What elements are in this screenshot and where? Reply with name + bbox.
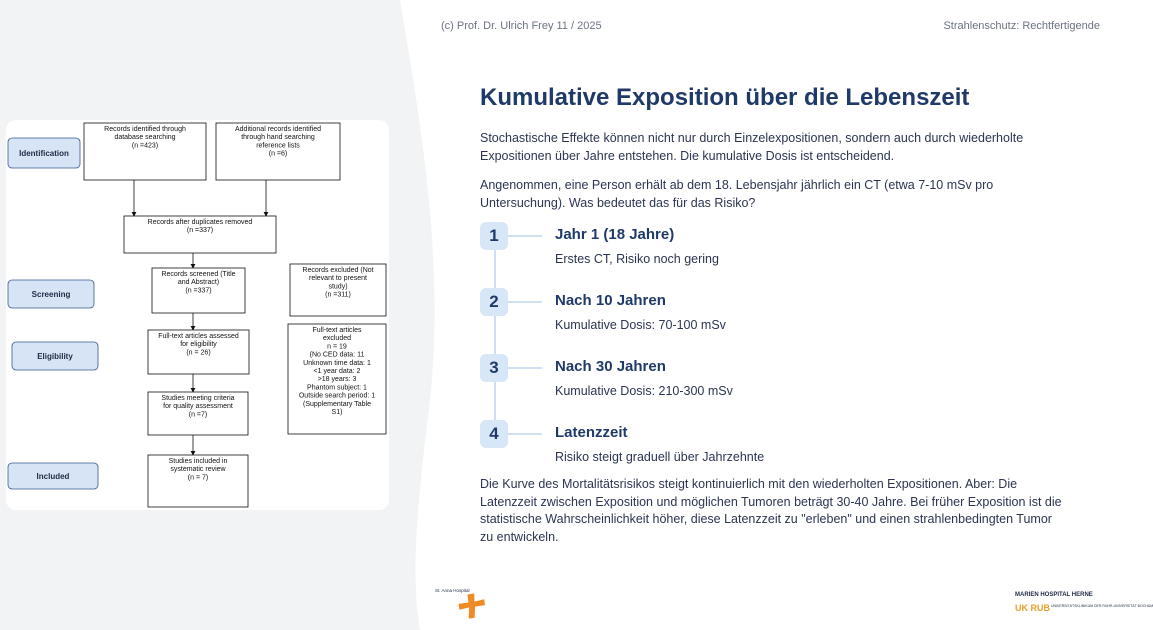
ukrub-logo-text: UK RUB — [1015, 603, 1050, 613]
step-title: Nach 10 Jahren — [555, 292, 666, 309]
flow-box-text: (n =337) — [186, 227, 214, 235]
flow-box-text: (Supplementary Table — [303, 400, 371, 408]
flow-box-text: Records screened (Title — [161, 271, 236, 278]
flow-box-text: systematic review — [170, 466, 226, 474]
step-number-badge: 1 — [480, 222, 508, 250]
timeline-steps — [480, 218, 1060, 468]
header-copyright: (c) Prof. Dr. Ulrich Frey 11 / 2025 — [441, 20, 602, 32]
step-description: Risiko steigt graduell über Jahrzehnte — [555, 450, 765, 464]
st-anna-logo-text: St. Anna Hospital — [435, 588, 470, 593]
flow-box-text: relevant to present — [309, 275, 367, 283]
step-connector — [508, 235, 542, 237]
step-connector — [508, 433, 542, 435]
flow-box-text: >18 years: 3 — [317, 376, 357, 384]
flow-box-text: through hand searching — [241, 134, 315, 142]
flow-box-text: Full-text articles — [312, 327, 362, 334]
step-connector — [508, 367, 542, 369]
marien-hospital-name: MARIEN HOSPITAL HERNE — [1015, 592, 1093, 598]
flow-box-text: Phantom subject: 1 — [307, 384, 367, 392]
flow-box-text: (n =337) — [185, 287, 212, 295]
step-title: Jahr 1 (18 Jahre) — [555, 226, 675, 243]
flow-box-text: Full-text articles assessed — [158, 333, 239, 340]
step-description: Kumulative Dosis: 210-300 mSv — [555, 384, 733, 398]
step-description: Erstes CT, Risiko noch gering — [555, 252, 719, 266]
flow-box-text: Records identified through — [104, 126, 186, 133]
step-number-badge: 2 — [480, 288, 508, 316]
timeline-step — [480, 218, 1060, 278]
cross-logo-icon — [455, 592, 505, 622]
flow-box-text: database searching — [114, 134, 176, 142]
flow-box-text: Additional records identified — [235, 126, 321, 133]
ukrub-subtitle: UNIVERSITÄTSKLINIKUM DER RUHR-UNIVERSITÄT BOCHUM — [1051, 604, 1153, 608]
marien-hospital-logo — [1015, 592, 1153, 618]
flow-box-text: <1 year data: 2 — [313, 368, 361, 375]
flow-box-text: S1) — [331, 409, 343, 416]
flow-box-text: and Abstract) — [177, 279, 220, 287]
flow-box-text: (n = 26) — [186, 349, 211, 357]
flow-box-text: study) — [328, 283, 348, 291]
flow-box-text: Studies included in — [168, 458, 228, 465]
step-number-badge: 4 — [480, 420, 508, 448]
flow-box-text: (n =6) — [268, 150, 288, 158]
step-title: Nach 30 Jahren — [555, 358, 666, 375]
flow-box-text: Unknown time data: 1 — [303, 359, 371, 367]
flow-box-text: excluded — [322, 335, 352, 343]
flow-box-text: Outside search period: 1 — [298, 392, 376, 400]
timeline-step — [480, 350, 1060, 410]
conclusion-paragraph: Die Kurve des Mortalitätsrisikos steigt kontinuierlich mit den wiederholten Expositionen. Aber: Die Latenzzeit zwischen Exposition und möglichen Tumoren beträgt 30-40 Jahre. Bei früher Exposition ist die statistische Wahrscheinlichkeit höher, diese Latenzzeit zu "erleben" und einen strahlenbedingten Tumor zu entwickeln. — [480, 477, 1062, 544]
step-connector — [508, 301, 542, 303]
flow-box-text: reference lists — [256, 142, 300, 150]
step-title: Latenzzeit — [555, 424, 628, 441]
slide-title: Kumulative Exposition über die Lebenszeit — [480, 84, 970, 111]
header-topic: Strahlenschutz: Rechtfertigende — [943, 20, 1100, 32]
flow-box-text: (n =7) — [188, 411, 208, 419]
prisma-flowchart — [6, 120, 389, 510]
flow-box-text: (No CED data: 11 — [309, 351, 365, 359]
step-number-badge: 3 — [480, 354, 508, 382]
flow-box-text: for quality assessment — [163, 403, 233, 411]
flow-box-text: Studies meeting criteria — [161, 395, 235, 402]
intro-paragraph-1: Stochastische Effekte können nicht nur durch Einzelexpositionen, sondern auch durch wiederholte Expositionen über Jahre entstehen. Die kumulative Dosis ist entscheidend. — [480, 131, 1024, 163]
flow-box-text: (n =423) — [131, 142, 159, 150]
flow-box-text: for eligibility — [180, 341, 217, 349]
phase-label: Identification — [19, 149, 69, 158]
step-description: Kumulative Dosis: 70-100 mSv — [555, 318, 726, 332]
flow-box-text: Records excluded (Not — [302, 267, 374, 274]
timeline-step — [480, 416, 1060, 476]
phase-label: Eligibility — [37, 352, 73, 361]
flow-box-text: n = 19 — [327, 343, 347, 351]
phase-label: Included — [36, 472, 70, 481]
timeline-step — [480, 284, 1060, 344]
intro-paragraph-2: Angenommen, eine Person erhält ab dem 18. Lebensjahr jährlich ein CT (etwa 7-10 mSv pro Untersuchung). Was bedeutet das für das Risiko? — [480, 178, 994, 210]
flow-box-text: Records after duplicates removed — [147, 219, 253, 226]
flow-box-text: (n =311) — [325, 291, 351, 299]
flow-box-text: (n = 7) — [187, 474, 209, 482]
phase-label: Screening — [31, 290, 71, 299]
